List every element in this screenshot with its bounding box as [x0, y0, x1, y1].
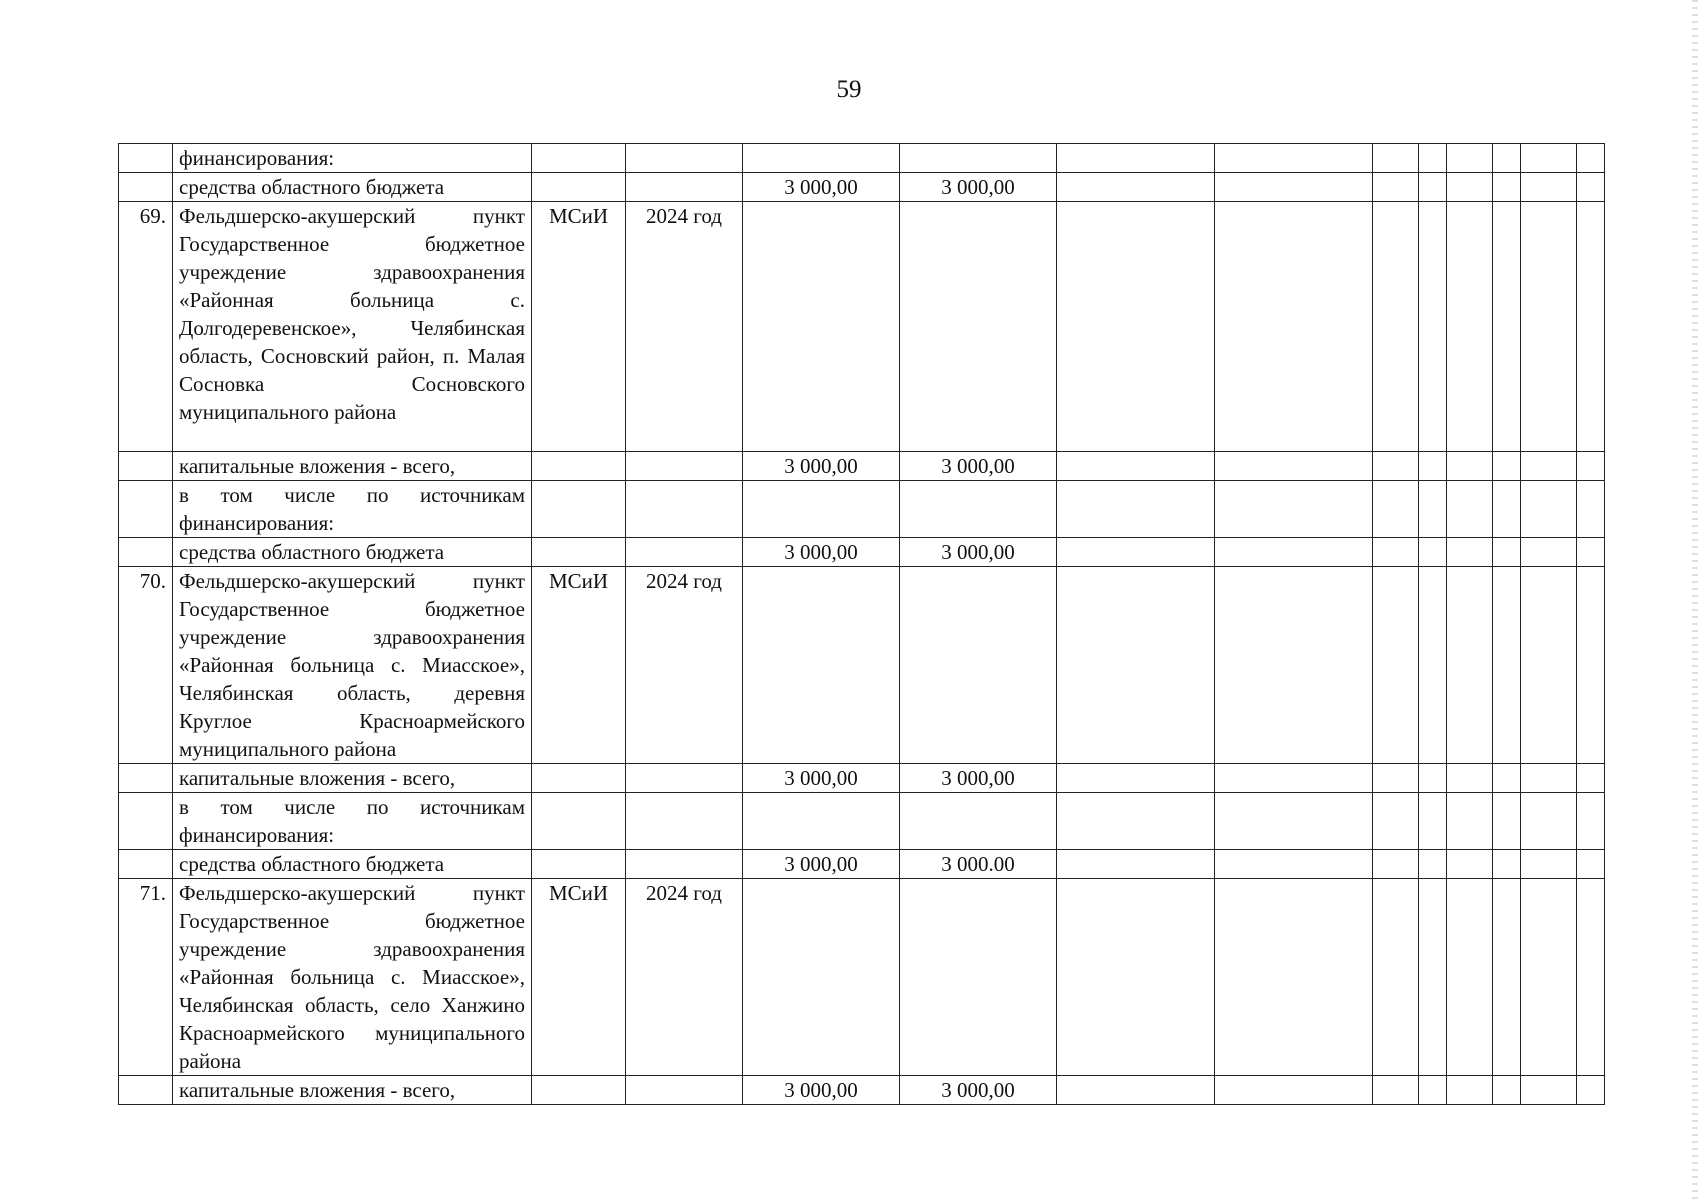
- empty-cell: [1521, 202, 1577, 452]
- empty-cell: [1215, 481, 1373, 538]
- empty-cell: [1215, 452, 1373, 481]
- amount-cell: 3 000,00: [900, 1076, 1057, 1105]
- empty-cell: [1373, 202, 1419, 452]
- table-row: [119, 144, 1605, 173]
- empty-cell: [1577, 764, 1605, 793]
- empty-cell: [1373, 538, 1419, 567]
- row-number-cell: [119, 793, 173, 850]
- year-cell: [626, 1076, 743, 1105]
- row-number-cell: 71.: [119, 879, 173, 1076]
- row-number-cell: [119, 850, 173, 879]
- empty-cell: [1493, 173, 1521, 202]
- empty-cell: [1493, 202, 1521, 452]
- year-cell: [626, 793, 743, 850]
- empty-cell: [1057, 764, 1215, 793]
- empty-cell: [1521, 173, 1577, 202]
- description-cell: капитальные вложения - всего,: [173, 452, 532, 481]
- amount-cell: [900, 879, 1057, 1076]
- row-number-cell: [119, 452, 173, 481]
- year-cell: [626, 173, 743, 202]
- empty-cell: [1577, 1076, 1605, 1105]
- empty-cell: [1215, 567, 1373, 764]
- empty-cell: [1493, 879, 1521, 1076]
- empty-cell: [1577, 879, 1605, 1076]
- table-body: [119, 144, 1605, 1105]
- object-row: [119, 567, 1605, 764]
- amount-cell: [743, 144, 900, 173]
- amount-cell: [900, 202, 1057, 452]
- empty-cell: [1577, 202, 1605, 452]
- amount-cell: 3 000,00: [900, 452, 1057, 481]
- description-cell: в том числе по источникам финансирования:: [173, 793, 532, 850]
- empty-cell: [1577, 567, 1605, 764]
- empty-cell: [1215, 793, 1373, 850]
- year-cell: [626, 538, 743, 567]
- empty-cell: [1577, 173, 1605, 202]
- empty-cell: [1521, 879, 1577, 1076]
- empty-cell: [1373, 879, 1419, 1076]
- amount-cell: [743, 202, 900, 452]
- empty-cell: [1447, 173, 1493, 202]
- empty-cell: [1577, 850, 1605, 879]
- empty-cell: [1419, 481, 1447, 538]
- amount-cell: 3 000,00: [743, 850, 900, 879]
- year-cell: 2024 год: [626, 202, 743, 452]
- amount-cell: [900, 567, 1057, 764]
- table-row: [119, 793, 1605, 850]
- empty-cell: [1419, 879, 1447, 1076]
- empty-cell: [1577, 481, 1605, 538]
- amount-cell: 3 000,00: [743, 173, 900, 202]
- row-number-cell: [119, 538, 173, 567]
- empty-cell: [1215, 879, 1373, 1076]
- empty-cell: [1419, 1076, 1447, 1105]
- amount-cell: [743, 879, 900, 1076]
- empty-cell: [1447, 764, 1493, 793]
- amount-cell: 3 000,00: [743, 538, 900, 567]
- empty-cell: [1419, 764, 1447, 793]
- empty-cell: [1493, 538, 1521, 567]
- empty-cell: [1057, 452, 1215, 481]
- executor-cell: [532, 173, 626, 202]
- empty-cell: [1521, 144, 1577, 173]
- empty-cell: [1493, 481, 1521, 538]
- empty-cell: [1447, 850, 1493, 879]
- empty-cell: [1419, 538, 1447, 567]
- executor-cell: [532, 1076, 626, 1105]
- amount-cell: 3 000,00: [900, 764, 1057, 793]
- description-cell: капитальные вложения - всего,: [173, 1076, 532, 1105]
- empty-cell: [1521, 567, 1577, 764]
- empty-cell: [1577, 538, 1605, 567]
- description-cell: финансирования:: [173, 144, 532, 173]
- empty-cell: [1493, 764, 1521, 793]
- empty-cell: [1057, 538, 1215, 567]
- empty-cell: [1057, 1076, 1215, 1105]
- row-number-cell: 70.: [119, 567, 173, 764]
- empty-cell: [1215, 850, 1373, 879]
- empty-cell: [1577, 144, 1605, 173]
- empty-cell: [1419, 567, 1447, 764]
- empty-cell: [1373, 793, 1419, 850]
- year-cell: 2024 год: [626, 879, 743, 1076]
- row-number-cell: 69.: [119, 202, 173, 452]
- budget-table: [118, 143, 1605, 1105]
- description-cell: в том числе по источникам финансирования:: [173, 481, 532, 538]
- empty-cell: [1373, 1076, 1419, 1105]
- description-cell: капитальные вложения - всего,: [173, 764, 532, 793]
- year-cell: 2024 год: [626, 567, 743, 764]
- amount-cell: 3 000,00: [743, 452, 900, 481]
- year-cell: [626, 481, 743, 538]
- row-number-cell: [119, 173, 173, 202]
- empty-cell: [1057, 850, 1215, 879]
- empty-cell: [1057, 879, 1215, 1076]
- empty-cell: [1215, 764, 1373, 793]
- year-cell: [626, 452, 743, 481]
- description-cell: средства областного бюджета: [173, 850, 532, 879]
- empty-cell: [1493, 793, 1521, 850]
- executor-cell: [532, 764, 626, 793]
- row-number-cell: [119, 764, 173, 793]
- empty-cell: [1521, 793, 1577, 850]
- empty-cell: [1057, 173, 1215, 202]
- empty-cell: [1373, 452, 1419, 481]
- description-cell: Фельдшерско-акушерский пункт Государственное бюджетное учреждение здравоохранения «Районная больница с. Долгодеревенское», Челябинская область, Сосновский район, п. Малая Сосновка Сосновского муниципального района: [173, 202, 532, 452]
- empty-cell: [1521, 452, 1577, 481]
- executor-cell: [532, 481, 626, 538]
- empty-cell: [1057, 202, 1215, 452]
- table-row: [119, 481, 1605, 538]
- executor-cell: [532, 452, 626, 481]
- empty-cell: [1493, 567, 1521, 764]
- empty-cell: [1493, 452, 1521, 481]
- executor-cell: МСиИ: [532, 202, 626, 452]
- executor-cell: [532, 850, 626, 879]
- empty-cell: [1419, 452, 1447, 481]
- row-number-cell: [119, 1076, 173, 1105]
- page-number: 59: [836, 76, 862, 103]
- empty-cell: [1419, 793, 1447, 850]
- empty-cell: [1493, 1076, 1521, 1105]
- empty-cell: [1447, 481, 1493, 538]
- executor-cell: МСиИ: [532, 879, 626, 1076]
- amount-cell: 3 000.00: [900, 850, 1057, 879]
- empty-cell: [1373, 144, 1419, 173]
- amount-cell: [900, 144, 1057, 173]
- executor-cell: [532, 144, 626, 173]
- row-number-cell: [119, 144, 173, 173]
- amount-cell: [743, 793, 900, 850]
- empty-cell: [1373, 850, 1419, 879]
- empty-cell: [1215, 202, 1373, 452]
- description-cell: Фельдшерско-акушерский пункт Государственное бюджетное учреждение здравоохранения «Районная больница с. Миасское», Челябинская область, деревня Круглое Красноармейского муниципального района: [173, 567, 532, 764]
- amount-cell: [743, 567, 900, 764]
- empty-cell: [1447, 202, 1493, 452]
- empty-cell: [1373, 173, 1419, 202]
- description-cell: средства областного бюджета: [173, 538, 532, 567]
- table-row: [119, 764, 1605, 793]
- empty-cell: [1215, 1076, 1373, 1105]
- amount-cell: [743, 481, 900, 538]
- description-cell: Фельдшерско-акушерский пункт Государственное бюджетное учреждение здравоохранения «Районная больница с. Миасское», Челябинская область, село Ханжино Красноармейского муниципального района: [173, 879, 532, 1076]
- executor-cell: [532, 793, 626, 850]
- empty-cell: [1057, 144, 1215, 173]
- empty-cell: [1577, 452, 1605, 481]
- object-row: [119, 879, 1605, 1076]
- empty-cell: [1419, 850, 1447, 879]
- executor-cell: [532, 538, 626, 567]
- table-row: [119, 850, 1605, 879]
- empty-cell: [1057, 481, 1215, 538]
- amount-cell: 3 000,00: [743, 764, 900, 793]
- empty-cell: [1447, 567, 1493, 764]
- empty-cell: [1419, 144, 1447, 173]
- empty-cell: [1521, 850, 1577, 879]
- empty-cell: [1521, 538, 1577, 567]
- row-number-cell: [119, 481, 173, 538]
- table-row: [119, 173, 1605, 202]
- empty-cell: [1447, 879, 1493, 1076]
- empty-cell: [1447, 144, 1493, 173]
- empty-cell: [1577, 793, 1605, 850]
- empty-cell: [1215, 173, 1373, 202]
- empty-cell: [1419, 173, 1447, 202]
- amount-cell: [900, 793, 1057, 850]
- empty-cell: [1447, 1076, 1493, 1105]
- amount-cell: [900, 481, 1057, 538]
- empty-cell: [1521, 1076, 1577, 1105]
- empty-cell: [1447, 452, 1493, 481]
- table-row: [119, 1076, 1605, 1105]
- empty-cell: [1373, 764, 1419, 793]
- empty-cell: [1447, 793, 1493, 850]
- empty-cell: [1215, 144, 1373, 173]
- empty-cell: [1447, 538, 1493, 567]
- empty-cell: [1493, 850, 1521, 879]
- empty-cell: [1373, 481, 1419, 538]
- empty-cell: [1419, 202, 1447, 452]
- year-cell: [626, 764, 743, 793]
- amount-cell: 3 000,00: [900, 173, 1057, 202]
- amount-cell: 3 000,00: [743, 1076, 900, 1105]
- empty-cell: [1057, 567, 1215, 764]
- executor-cell: МСиИ: [532, 567, 626, 764]
- empty-cell: [1373, 567, 1419, 764]
- empty-cell: [1521, 764, 1577, 793]
- empty-cell: [1057, 793, 1215, 850]
- table-row: [119, 452, 1605, 481]
- year-cell: [626, 850, 743, 879]
- description-cell: средства областного бюджета: [173, 173, 532, 202]
- year-cell: [626, 144, 743, 173]
- scan-edge-artifact: [1692, 0, 1698, 1200]
- object-row: [119, 202, 1605, 452]
- table-row: [119, 538, 1605, 567]
- amount-cell: 3 000,00: [900, 538, 1057, 567]
- empty-cell: [1493, 144, 1521, 173]
- empty-cell: [1215, 538, 1373, 567]
- empty-cell: [1521, 481, 1577, 538]
